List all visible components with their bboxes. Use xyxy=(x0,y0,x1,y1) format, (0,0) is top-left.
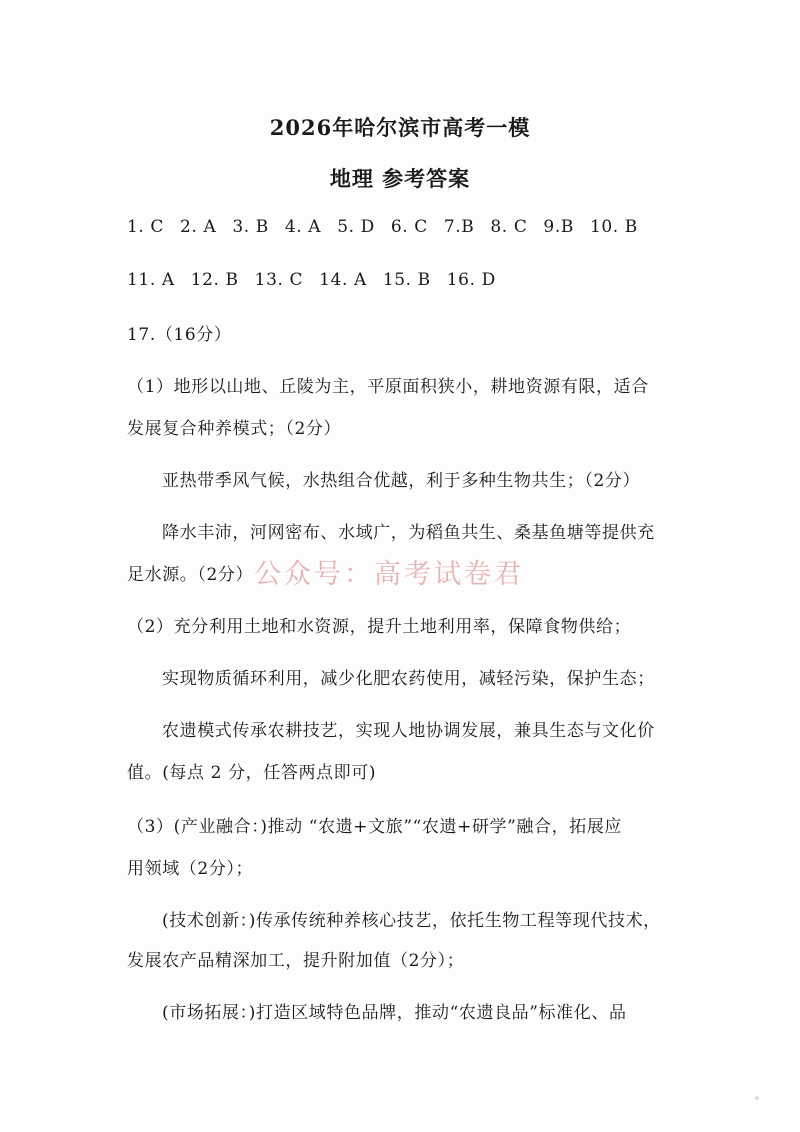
scan-speck xyxy=(755,1096,759,1100)
answer-item: 3. B xyxy=(232,217,269,237)
answer-line: 值。(每点 2 分，任答两点即可) xyxy=(127,763,377,783)
answer-row-2 xyxy=(127,270,687,290)
answer-item: 8. C xyxy=(490,217,528,237)
answer-line: （1）地形以山地、丘陵为主，平原面积狭小，耕地资源有限，适合 xyxy=(127,377,649,397)
answer-item: 14. A xyxy=(319,270,367,290)
watermark: 公众号：高考试卷君 xyxy=(254,559,524,590)
answer-row-1 xyxy=(127,217,687,237)
answer-item: 9.B xyxy=(543,217,574,237)
answer-item: 7.B xyxy=(443,217,475,237)
answer-line: （3）(产业融合：)推动 “农遗+文旅”“农遗+研学”融合，拓展应 xyxy=(127,817,623,837)
answer-line: 农遗模式传承农耕技艺，实现人地协调发展，兼具生态与文化价 xyxy=(162,721,655,741)
answer-line: 实现物质循环利用，减少化肥农药使用，减轻污染，保护生态； xyxy=(162,669,655,689)
document-title: 2026年哈尔滨市高考一模 xyxy=(269,115,531,140)
answer-line: (技术创新：)传承传统种养核心技艺，依托生物工程等现代技术， xyxy=(162,911,661,931)
answer-line: 降水丰沛，河网密布、水域广，为稻鱼共生、桑基鱼塘等提供充 xyxy=(162,523,655,543)
answer-line: 亚热带季风气候，水热组合优越，利于多种生物共生；（2分） xyxy=(162,471,641,491)
answer-item: 16. D xyxy=(446,270,496,290)
answer-item: 13. C xyxy=(254,270,304,290)
answer-item: 6. C xyxy=(390,217,428,237)
document-subtitle: 地理 参考答案 xyxy=(329,166,471,191)
answer-item: 1. C xyxy=(127,217,165,237)
answer-item: 11. A xyxy=(127,270,175,290)
answer-line: 足水源。（2分） xyxy=(127,565,254,585)
answer-item: 4. A xyxy=(284,217,322,237)
answer-line: (市场拓展：)打造区域特色品牌，推动“农遗良品”标准化、品 xyxy=(162,1003,627,1023)
answer-line: 发展复合种养模式；（2分） xyxy=(127,419,342,439)
answer-item: 5. D xyxy=(337,217,375,237)
answer-item: 2. A xyxy=(180,217,217,237)
answer-line: （2）充分利用土地和水资源，提升土地利用率，保障食物供给； xyxy=(127,617,632,637)
answer-item: 15. B xyxy=(382,270,431,290)
answer-item: 12. B xyxy=(190,270,239,290)
answer-line: 发展农产品精深加工，提升附加值（2分）； xyxy=(127,951,465,971)
question-17-heading: 17.（16分） xyxy=(127,325,232,345)
answer-item: 10. B xyxy=(589,217,638,237)
answer-line: 用领域（2分）； xyxy=(127,859,254,879)
